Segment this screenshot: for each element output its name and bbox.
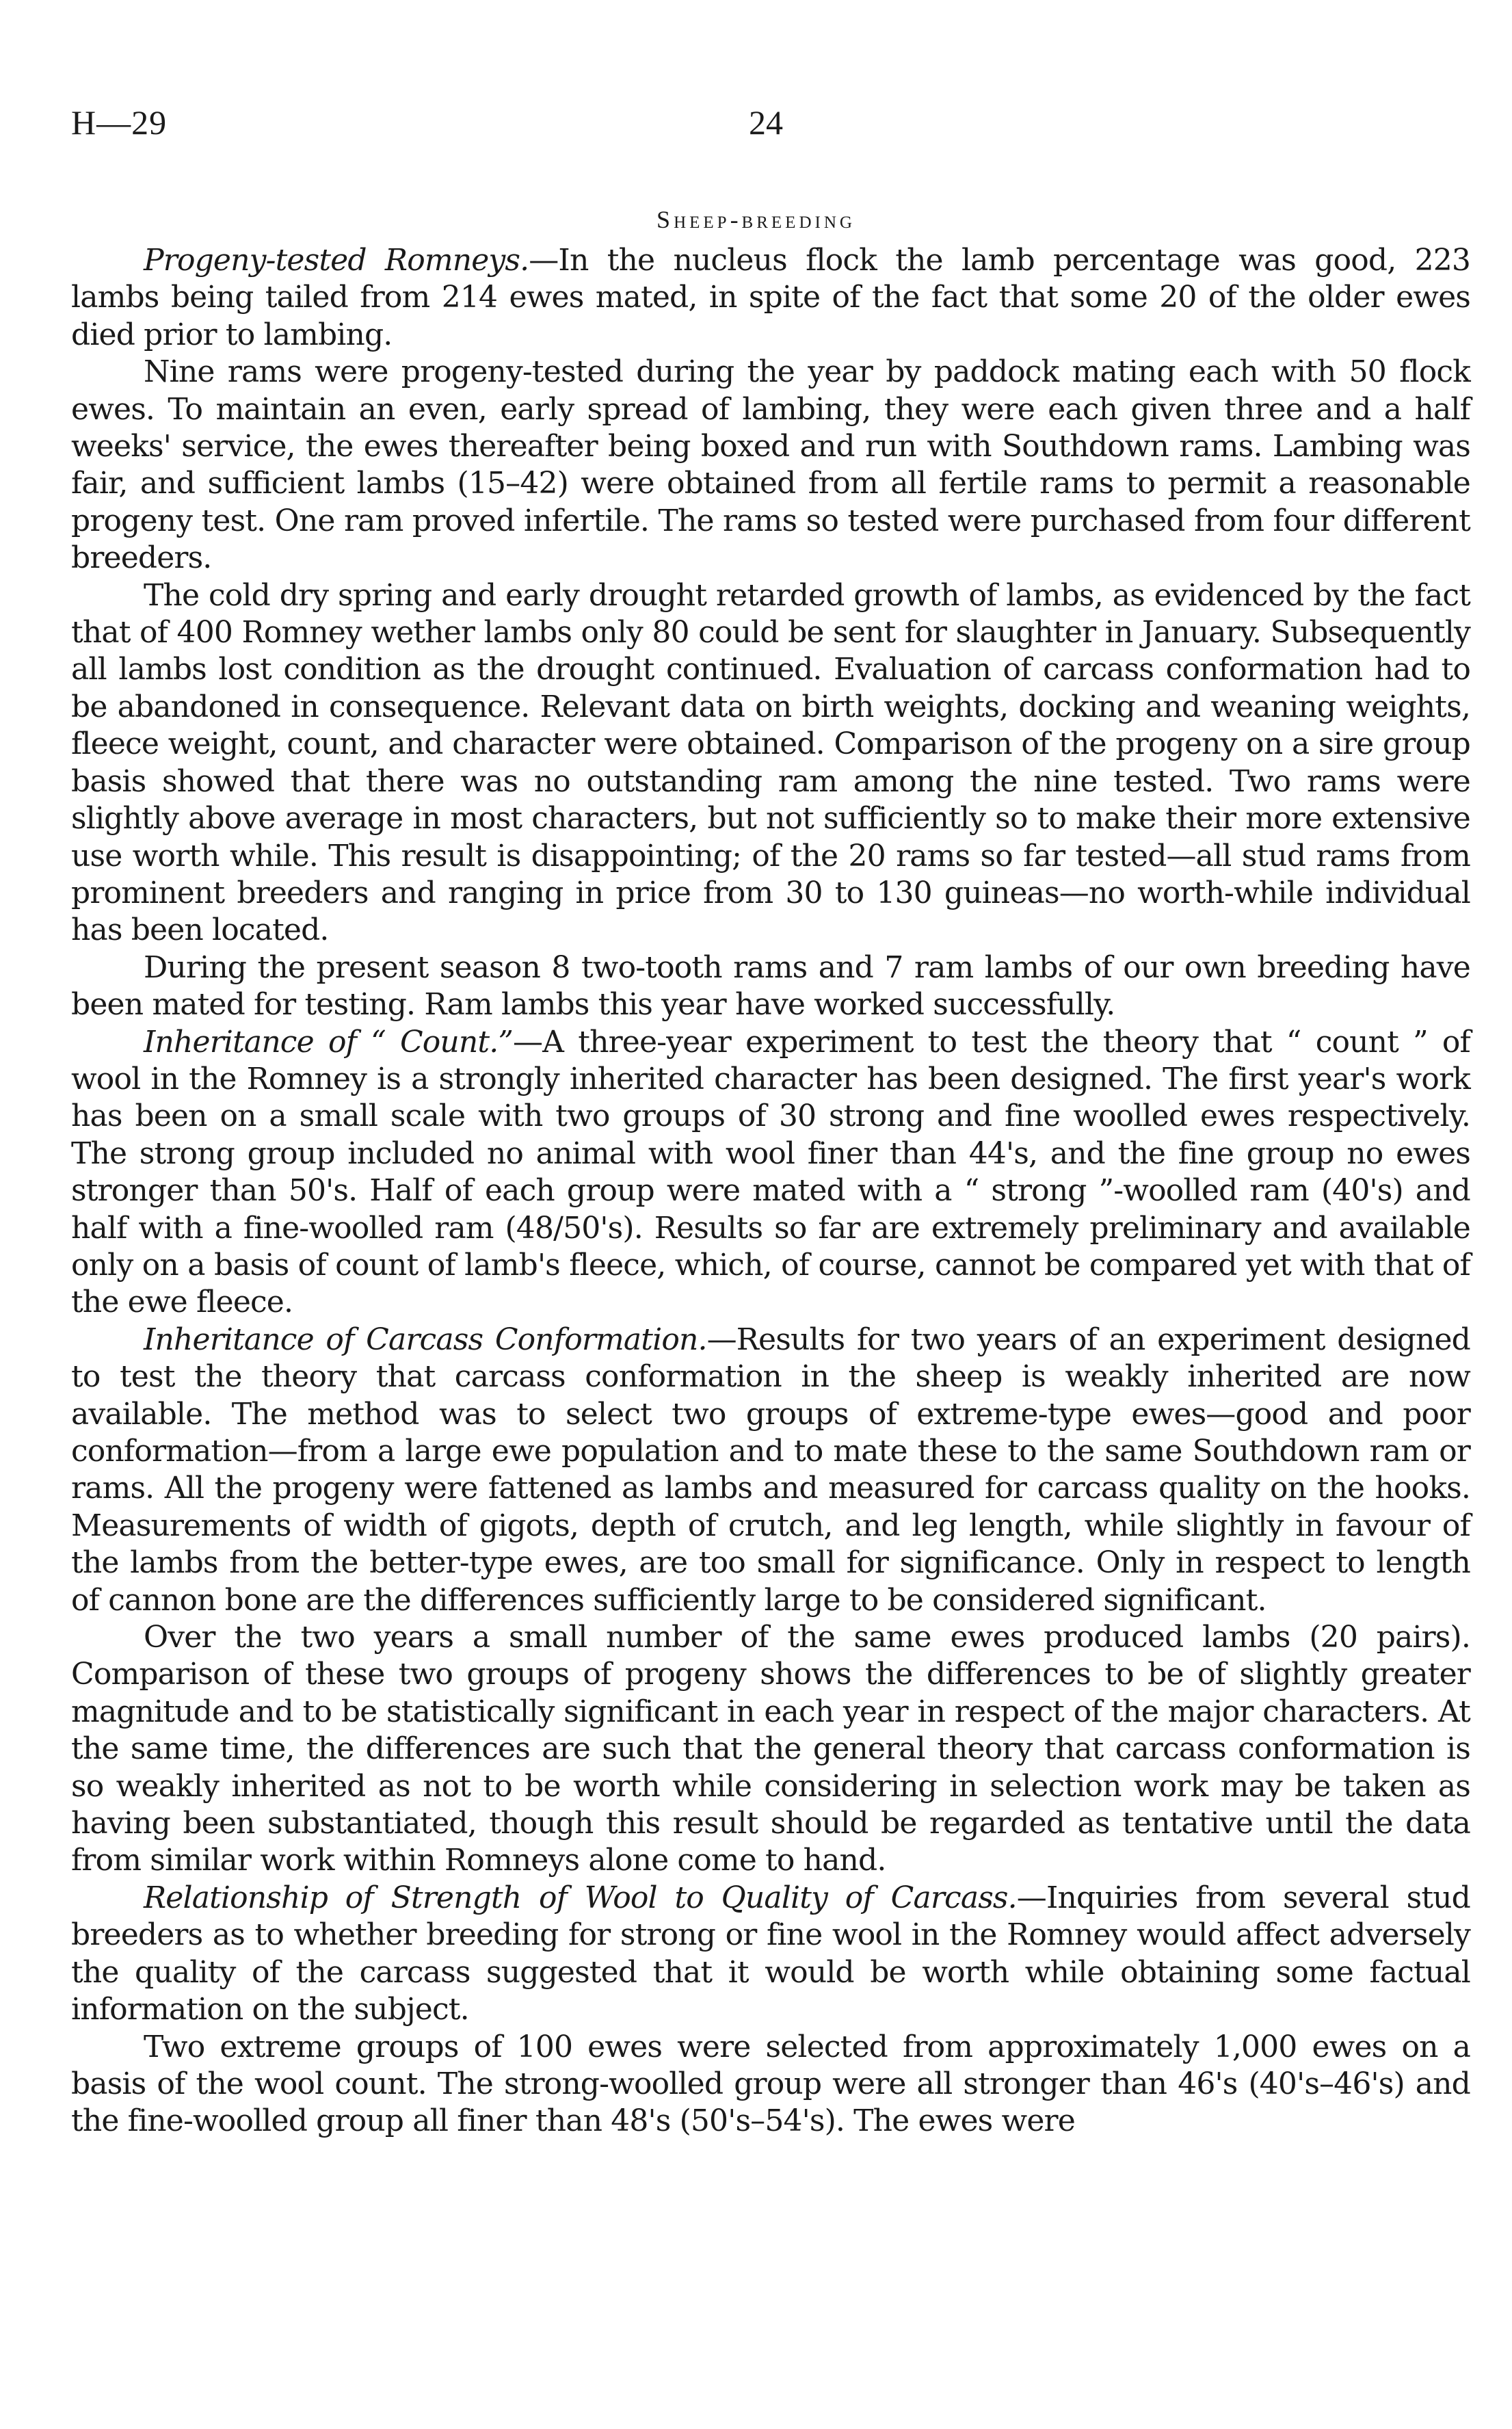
run-in-heading: Progeny-tested Romneys. <box>144 243 529 278</box>
paragraph-text: —Inquiries from several stud breeders as to whether breeding for strong or fine wool in the Romney would affect adversely the quality of the carcass suggested that it would be worth while obtaining some factual information on the subject. <box>71 1880 1470 2027</box>
body-text <box>71 242 1470 2140</box>
run-in-heading: Relationship of Strength of Wool to Quality of Carcass. <box>144 1880 1017 1915</box>
paragraph-two-years <box>71 1619 1470 1880</box>
paragraph-text: —In the nucleus flock the lamb percentage was good, 223 lambs being tailed from 214 ewes mated, in spite of the fact that some 20 of the older ewes died prior to lambing. <box>71 243 1470 352</box>
report-code: H—29 <box>71 103 168 142</box>
section-heading: Sheep-breeding <box>656 206 856 233</box>
paragraph-text: The cold dry spring and early drought retarded growth of lambs, as evidenced by the fact that of 400 Romney wether lambs only 80 could be sent for slaughter in January. Subsequently all lambs lost condition as the drought continued. Evaluation of carcass conformation had to be abandoned in consequence. Relevant data on birth weights, docking and weaning weights, fleece weight, count, and character were obtained. Comparison of the progeny on a sire group basis showed that there was no outstanding ram among the nine tested. Two rams were slightly above average in most characters, but not sufficiently so to make their more extensive use worth while. This result is disappointing; of the 20 rams so far tested—all stud rams from prominent breeders and ranging in price from 30 to 130 guineas—no worth-while individual has been located. <box>71 577 1470 948</box>
run-in-heading: Inheritance of Carcass Conformation. <box>144 1322 707 1357</box>
paragraph-wool-strength <box>71 1880 1470 2029</box>
paragraph-text: —A three-year experiment to test the theory that “ count ” of wool in the Romney is a strongly inherited character has been designed. The first year's work has been on a small scale with two groups of 30 strong and fine woolled ewes respectively. The strong group included no animal with wool finer than 44's, and the fine group no ewes stronger than 50's. Half of each group were mated with a “ strong ”-woolled ram (40's) and half with a fine-woolled ram (48/50's). Results so far are extremely preliminary and available only on a basis of count of lamb's fleece, which, of course, cannot be compared yet with that of the ewe fleece. <box>71 1024 1470 1320</box>
paragraph-text: Two extreme groups of 100 ewes were selected from approximately 1,000 ewes on a basis of the wool count. The strong-woolled group were all stronger than 46's (40's–46's) and the fine-woolled group all finer than 48's (50's–54's). The ewes were <box>71 2029 1470 2139</box>
run-in-heading: Inheritance of “ Count.” <box>144 1024 514 1060</box>
page-number: 24 <box>749 103 783 142</box>
paragraph-inheritance-count <box>71 1024 1470 1322</box>
paragraph-rams-tested <box>71 354 1470 577</box>
paragraph-progeny-tested <box>71 242 1470 354</box>
paragraph-carcass-conformation <box>71 1322 1470 1619</box>
paragraph-drought <box>71 577 1470 949</box>
paragraph-text: Over the two years a small number of the same ewes produced lambs (20 pairs). Comparison of these two groups of progeny shows the differences to be of slightly greater magnitude and to be statistically significant in each year in respect of the major characters. At the same time, the differences are such that the general theory that carcass conformation is so weakly inherited as not to be worth while considering in selection work may be taken as having been substantiated, though this result should be regarded as tentative until the data from similar work within Romneys alone come to hand. <box>71 1620 1470 1878</box>
paragraph-text: Nine rams were progeny-tested during the year by paddock mating each with 50 flock ewes. To maintain an even, early spread of lambing, they were each given three and a half weeks' service, the ewes thereafter being boxed and run with Southdown rams. Lambing was fair, and sufficient lambs (15–42) were obtained from all fertile rams to permit a reasonable progeny test. One ram proved infertile. The rams so tested were purchased from four different breeders. <box>71 354 1470 576</box>
paragraph-text: During the present season 8 two-tooth rams and 7 ram lambs of our own breeding have been mated for testing. Ram lambs this year have worked successfully. <box>71 949 1470 1023</box>
paragraph-present-season <box>71 949 1470 1024</box>
paragraph-text: —Results for two years of an experiment designed to test the theory that carcass conformation in the sheep is weakly inherited are now available. The method was to select two groups of extreme-type ewes—good and poor conformation—from a large ewe population and to mate these to the same Southdown ram or rams. All the progeny were fattened as lambs and measured for carcass quality on the hooks. Measurements of width of gigots, depth of crutch, and leg length, while slightly in favour of the lambs from the better-type ewes, are too small for significance. Only in respect to length of cannon bone are the differences sufficiently large to be considered significant. <box>71 1322 1470 1618</box>
paragraph-extreme-groups <box>71 2029 1470 2140</box>
